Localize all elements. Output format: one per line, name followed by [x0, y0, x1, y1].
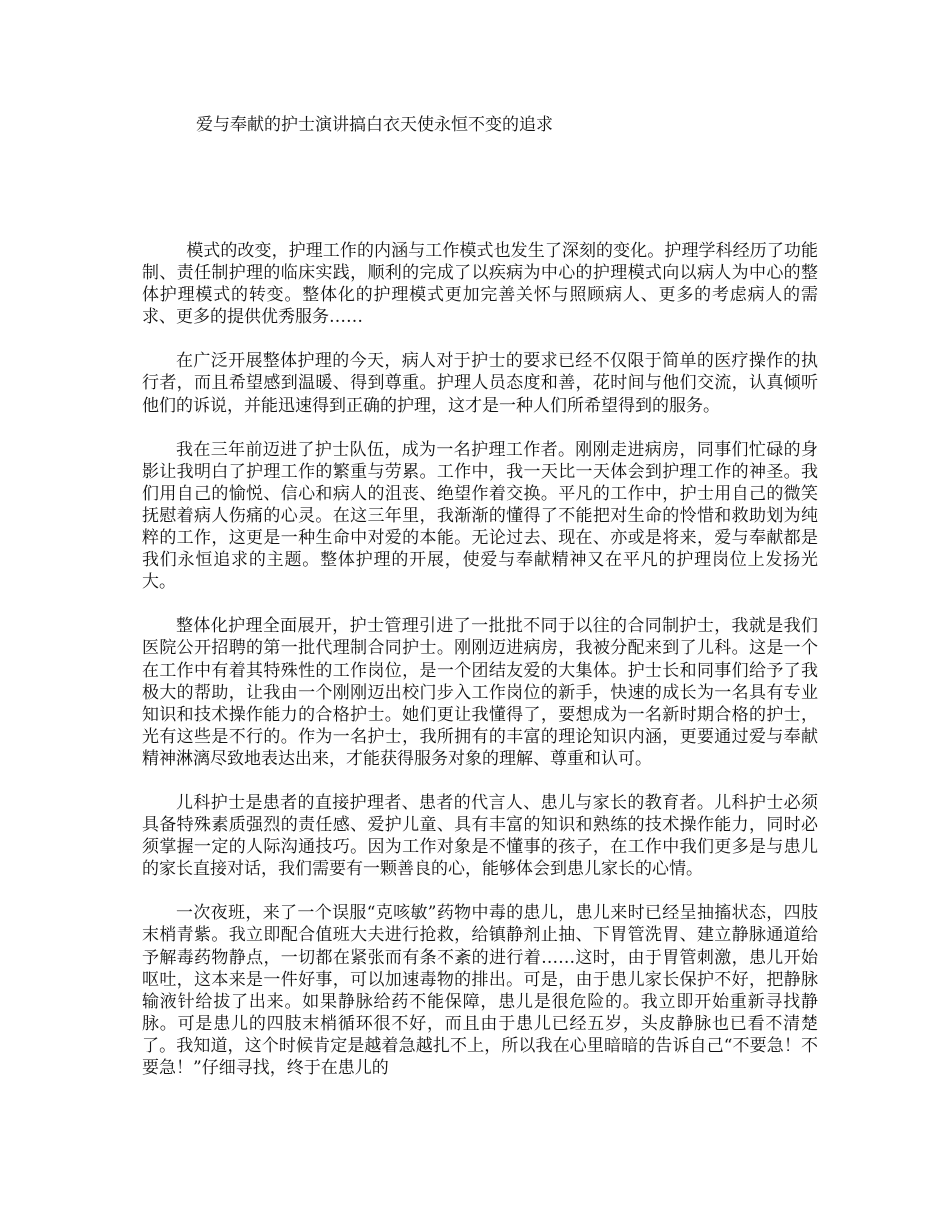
- paragraph: 整体化护理全面展开，护士管理引进了一批批不同于以往的合同制护士，我就是我们医院公开招聘的第一批代理制合同护士。刚刚迈进病房，我被分配来到了儿科。这是一个在工作中有着其特殊性的工作岗位，是一个团结友爱的大集体。护士长和同事们给予了我极大的帮助，让我由一个刚刚迈出校门步入工作岗位的新手，快速的成长为一名具有专业知识和技术操作能力的合格护士。她们更让我懂得了，要想成为一名新时期合格的护士，光有这些是不行的。作为一名护士，我所拥有的丰富的理论知识内涵，更要通过爱与奉献精神淋漓尽致地表达出来，才能获得服务对象的理解、尊重和认可。: [142, 616, 818, 769]
- paragraph: 一次夜班，来了一个误服“克咳敏”药物中毒的患儿，患儿来时已经呈抽搐状态，四肢末梢青紫。我立即配合值班大夫进行抢救，给镇静剂止抽、下胃管洗胃、建立静脉通道给予解毒药物静点，一切都在紧张而有条不紊的进行着……这时，由于胃管刺激，患儿开始呕吐，这本来是一件好事，可以加速毒物的排出。可是，由于患儿家长保护不好，把静脉输液针给拔了出来。如果静脉给药不能保障，患儿是很危险的。我立即开始重新寻找静脉。可是患儿的四肢末梢循环很不好，而且由于患儿已经五岁，头皮静脉也已看不清楚了。我知道，这个时候肯定是越着急越扎不上，所以我在心里暗暗的告诉自己“不要急！不要急！”仔细寻找，终于在患儿的: [142, 903, 818, 1078]
- paragraph: 模式的改变，护理工作的内涵与工作模式也发生了深刻的变化。护理学科经历了功能制、责任制护理的临床实践，顺利的完成了以疾病为中心的护理模式向以病人为中心的整体护理模式的转变。整体化的护理模式更加完善关怀与照顾病人、更多的考虑病人的需求、更多的提供优秀服务……: [142, 241, 818, 328]
- paragraph: 在广泛开展整体护理的今天，病人对于护士的要求已经不仅限于简单的医疗操作的执行者，而且希望感到温暖、得到尊重。护理人员态度和善，花时间与他们交流，认真倾听他们的诉说，并能迅速得到正确的护理，这才是一种人们所希望得到的服务。: [142, 351, 818, 416]
- document-body: [142, 240, 818, 1101]
- paragraph: 儿科护士是患者的直接护理者、患者的代言人、患儿与家长的教育者。儿科护士必须具备特殊素质强烈的责任感、爱护儿童、具有丰富的知识和熟练的技术操作能力，同时必须掌握一定的人际沟通技巧。因为工作对象是不懂事的孩子，在工作中我们更多是与患儿的家长直接对话，我们需要有一颗善良的心，能够体会到患儿家长的心情。: [142, 792, 818, 880]
- paragraph: 我在三年前迈进了护士队伍，成为一名护理工作者。刚刚走进病房，同事们忙碌的身影让我明白了护理工作的繁重与劳累。工作中，我一天比一天体会到护理工作的神圣。我们用自己的愉悦、信心和病人的沮丧、绝望作着交换。平凡的工作中，护士用自己的微笑抚慰着病人伤痛的心灵。在这三年里，我渐渐的懂得了不能把对生命的怜惜和救助划为纯粹的工作，这更是一种生命中对爱的本能。无论过去、现在、亦或是将来，爱与奉献都是我们永恒追求的主题。整体护理的开展，使爱与奉献精神又在平凡的护理岗位上发扬光大。: [142, 439, 818, 593]
- document-title: 爱与奉献的护士演讲搞白衣天使永恒不变的追求: [196, 115, 553, 135]
